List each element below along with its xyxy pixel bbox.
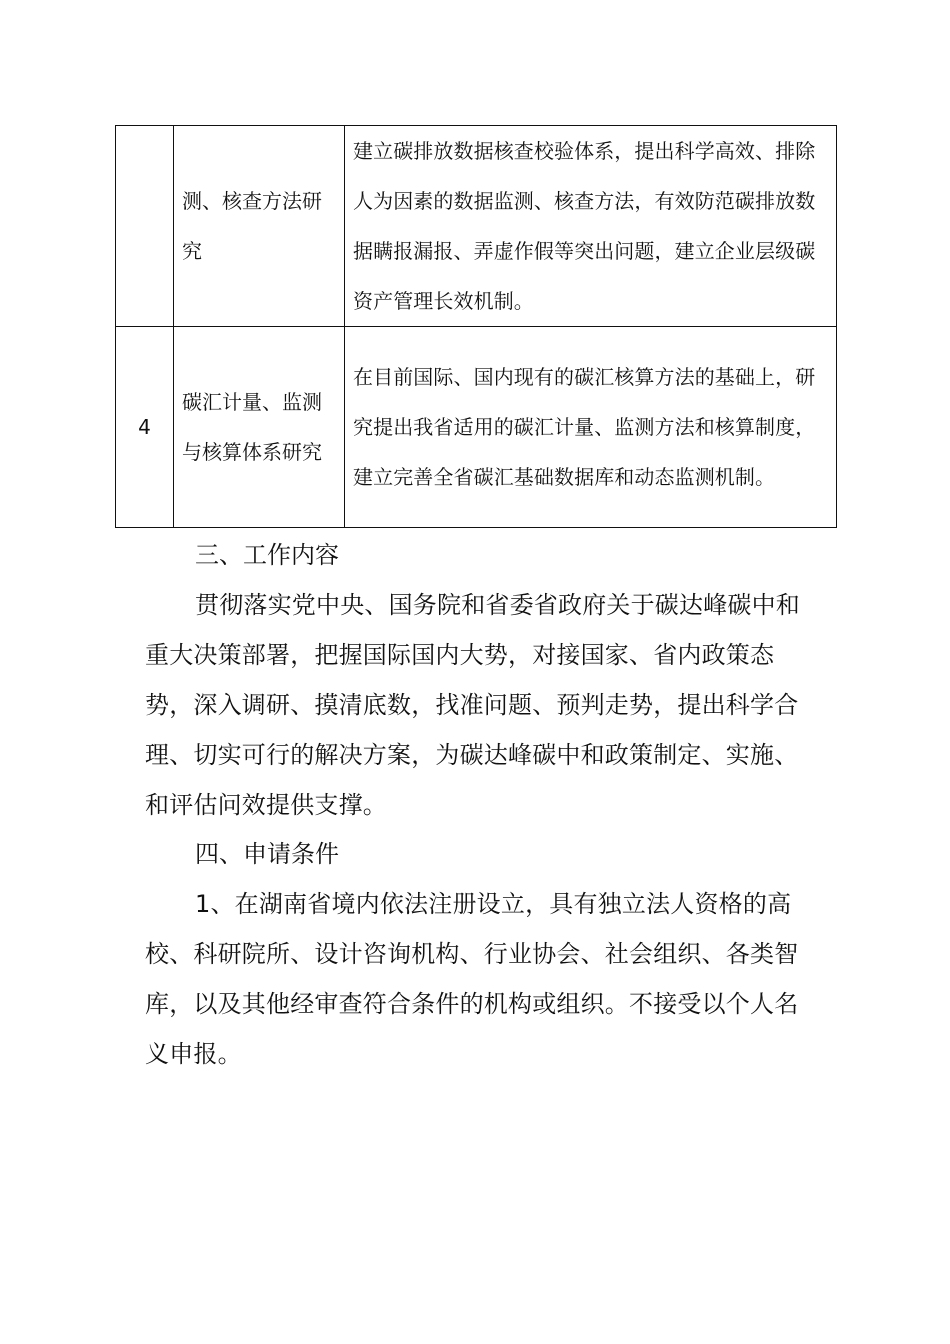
row-number [116,126,174,327]
table-row [116,126,837,327]
topic-description: 在目前国际、国内现有的碳汇核算方法的基础上，研究提出我省适用的碳汇计量、监测方法和核算制度，建立完善全省碳汇基础数据库和动态监测机制。 [345,327,837,528]
row-number: 4 [116,327,174,528]
application-condition-item-1: 1、在湖南省境内依法注册设立，具有独立法人资格的高校、科研院所、设计咨询机构、行业协会、社会组织、各类智库，以及其他经审查符合条件的机构或组织。不接受以个人名义申报。 [145,890,799,1068]
topic-name: 测、核查方法研究 [174,126,345,327]
section-heading-application-conditions: 四、申请条件 [195,840,339,868]
work-content-paragraph: 贯彻落实党中央、国务院和省委省政府关于碳达峰碳中和重大决策部署，把握国际国内大势，对接国家、省内政策态势，深入调研、摸清底数，找准问题、预判走势，提出科学合理、切实可行的解决方案，为碳达峰碳中和政策制定、实施、和评估问效提供支撑。 [145,591,800,819]
topic-description: 建立碳排放数据核查校验体系，提出科学高效、排除人为因素的数据监测、核查方法，有效防范碳排放数据瞒报漏报、弄虚作假等突出问题，建立企业层级碳资产管理长效机制。 [345,126,837,327]
topic-name: 碳汇计量、监测与核算体系研究 [174,327,345,528]
section-heading-work-content: 三、工作内容 [195,541,339,569]
table-row [116,327,837,528]
research-topics-table [115,125,837,528]
